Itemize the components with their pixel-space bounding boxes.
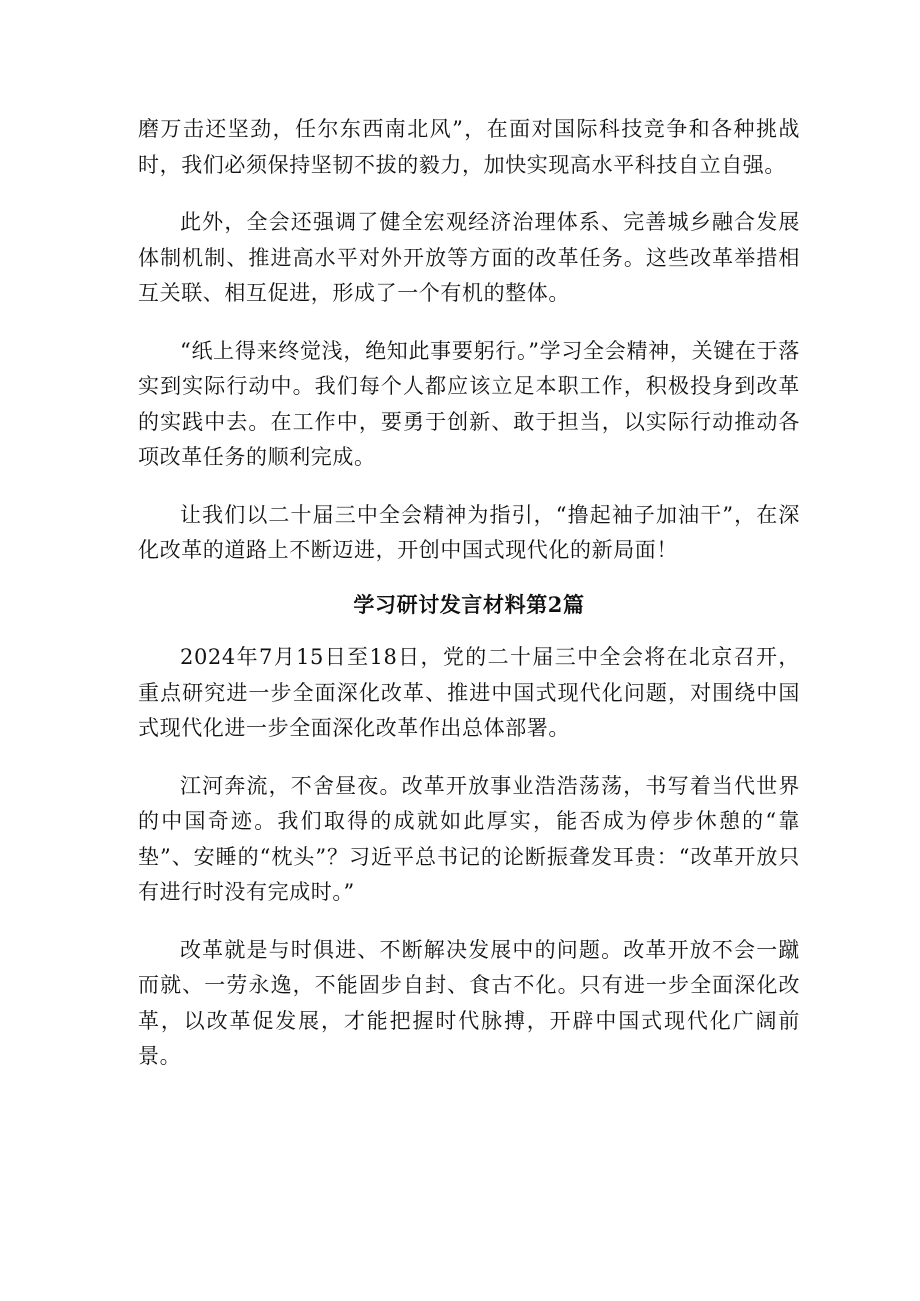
paragraph: 江河奔流，不舍昼夜。改革开放事业浩浩荡荡，书写着当代世界的中国奇迹。我们取得的成就如此厚实，能否成为停步休憩的“靠垫”、安睡的“枕头”？习近平总书记的论断振聋发耳贵：“改革开放只有进行时没有完成时。” [138,773,800,904]
section-heading: 学习研讨发言材料第2篇 [353,591,585,617]
paragraph: 改革就是与时俱进、不断解决发展中的问题。改革开放不会一蹴而就、一劳永逸，不能固步自封、食古不化。只有进一步全面深化改革，以改革促发展，才能把握时代脉搏，开辟中国式现代化广阔前景。 [138,937,800,1068]
paragraph: “纸上得来终觉浅，绝知此事要躬行。”学习全会精神，关键在于落实到实际行动中。我们每个人都应该立足本职工作，积极投身到改革的实践中去。在工作中，要勇于创新、敢于担当，以实际行动推动各项改革任务的顺利完成。 [138,338,800,469]
paragraph: 此外，全会还强调了健全宏观经济治理体系、完善城乡融合发展体制机制、推进高水平对外开放等方面的改革任务。这些改革举措相互关联、相互促进，形成了一个有机的整体。 [138,210,800,305]
paragraph: 2024年7月15日至18日，党的二十届三中全会将在北京召开，重点研究进一步全面深化改革、推进中国式现代化问题，对围绕中国式现代化进一步全面深化改革作出总体部署。 [138,645,800,740]
paragraph: 让我们以二十届三中全会精神为指引，“撸起袖子加油干”，在深化改革的道路上不断迈进，开创中国式现代化的新局面！ [138,502,800,562]
paragraph-continued: 磨万击还坚劲，任尔东西南北风”，在面对国际科技竞争和各种挑战时，我们必须保持坚韧不拔的毅力，加快实现高水平科技自立自强。 [138,117,800,177]
